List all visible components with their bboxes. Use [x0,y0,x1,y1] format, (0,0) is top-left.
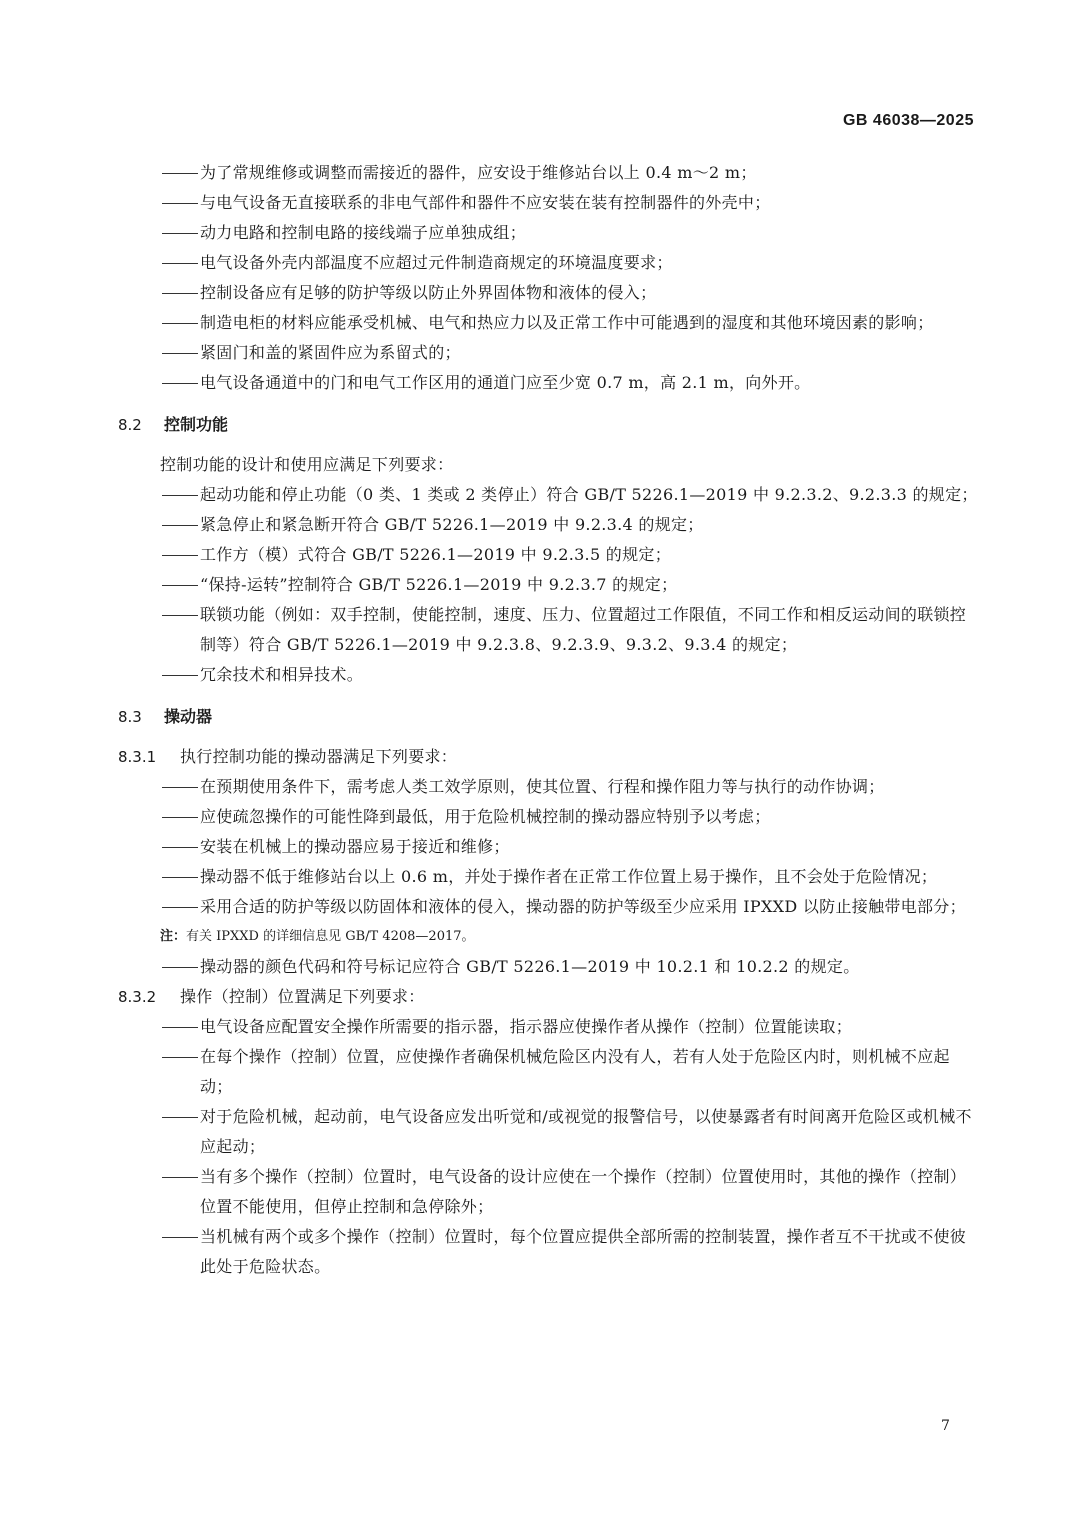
list-item: 控制设备应有足够的防护等级以防止外界固体物和液体的侵入； [118,278,978,308]
list-item: 工作方（模）式符合 GB/T 5226.1—2019 中 9.2.3.5 的规定； [118,540,978,570]
list-item: 紧急停止和紧急断开符合 GB/T 5226.1—2019 中 9.2.3.4 的规定； [118,510,978,540]
dash-marker [160,1162,200,1222]
dash-marker [160,1042,200,1102]
dash-marker [160,368,200,398]
list-item: 应使疏忽操作的可能性降到最低，用于危险机械控制的操动器应特别予以考虑； [118,802,978,832]
dash-marker [160,480,200,510]
dash-marker [160,570,200,600]
control-position-list [118,1012,978,1282]
dash-marker [160,540,200,570]
requirements-list-top [118,158,978,398]
section-heading-8-2 [118,410,978,440]
list-item: 对于危险机械，起动前，电气设备应发出听觉和/或视觉的报警信号，以使暴露者有时间离开危险区或机械不应起动； [118,1102,978,1162]
list-item: 操动器的颜色代码和符号标记应符合 GB/T 5226.1—2019 中 10.2.1 和 10.2.2 的规定。 [118,952,978,982]
section-number: 8.2 [118,416,142,434]
note [118,922,978,952]
subsection-intro: 执行控制功能的操动器满足下列要求： [180,747,458,766]
list-item: 当有多个操作（控制）位置时，电气设备的设计应使在一个操作（控制）位置使用时，其他的操作（控制）位置不能使用，但停止控制和急停除外； [118,1162,978,1222]
list-item: 在每个操作（控制）位置，应使操作者确保机械危险区内没有人，若有人处于危险区内时，则机械不应起动； [118,1042,978,1102]
dash-marker [160,802,200,832]
dash-marker [160,188,200,218]
section-number: 8.3 [118,708,142,726]
list-item: 电气设备外壳内部温度不应超过元件制造商规定的环境温度要求； [118,248,978,278]
dash-marker [160,832,200,862]
dash-marker [160,862,200,892]
dash-marker [160,772,200,802]
subsection-number: 8.3.1 [118,748,157,766]
dash-marker [160,600,200,660]
note-label: 注： [160,929,187,944]
dash-marker [160,338,200,368]
dash-marker [160,510,200,540]
dash-marker [160,158,200,188]
section-title: 操动器 [164,707,213,726]
section-title: 控制功能 [164,415,229,434]
list-item: 联锁功能（例如：双手控制，使能控制，速度、压力、位置超过工作限值，不同工作和相反运动间的联锁控制等）符合 GB/T 5226.1—2019 中 9.2.3.8、9.2.3.9、9.3.2、9.3.4 的规定； [118,600,978,660]
list-item: 安装在机械上的操动器应易于接近和维修； [118,832,978,862]
dash-marker [160,218,200,248]
dash-marker [160,660,200,690]
list-item: “保持-运转”控制符合 GB/T 5226.1—2019 中 9.2.3.7 的规定； [118,570,978,600]
page-body [118,158,978,1282]
section-heading-8-3 [118,702,978,732]
page-number: 7 [941,1418,950,1434]
subsection-intro: 操作（控制）位置满足下列要求： [180,987,425,1006]
list-item: 起动功能和停止功能（0 类、1 类或 2 类停止）符合 GB/T 5226.1—2019 中 9.2.3.2、9.2.3.3 的规定； [118,480,978,510]
list-item: 制造电柜的材料应能承受机械、电气和热应力以及正常工作中可能遇到的湿度和其他环境因素的影响； [118,308,978,338]
dash-marker [160,1222,200,1282]
dash-marker [160,952,200,982]
section-intro: 控制功能的设计和使用应满足下列要求： [160,455,454,474]
subsection-8-3-1 [118,742,978,772]
list-item: 当机械有两个或多个操作（控制）位置时，每个位置应提供全部所需的控制装置，操作者互不干扰或不使彼此处于危险状态。 [118,1222,978,1282]
dash-marker [160,248,200,278]
list-item: 采用合适的防护等级以防固体和液体的侵入，操动器的防护等级至少应采用 IPXXD 以防止接触带电部分； [118,892,978,922]
list-item: 冗余技术和相异技术。 [118,660,978,690]
document-id-header: GB 46038—2025 [842,112,974,129]
list-item: 为了常规维修或调整而需接近的器件，应安设于维修站台以上 0.4 m～2 m； [118,158,978,188]
dash-marker [160,1012,200,1042]
list-item: 电气设备通道中的门和电气工作区用的通道门应至少宽 0.7 m，高 2.1 m，向外开。 [118,368,978,398]
dash-marker [160,308,200,338]
list-item: 与电气设备无直接联系的非电气部件和器件不应安装在装有控制器件的外壳中； [118,188,978,218]
dash-marker [160,278,200,308]
list-item: 紧固门和盖的紧固件应为系留式的； [118,338,978,368]
dash-marker [160,892,200,922]
list-item: 动力电路和控制电路的接线端子应单独成组； [118,218,978,248]
actuator-requirements-list [118,772,978,922]
list-item: 操动器不低于维修站台以上 0.6 m，并处于操作者在正常工作位置上易于操作，且不会处于危险情况； [118,862,978,892]
note-text: 有关 IPXXD 的详细信息见 GB/T 4208—2017。 [186,929,475,944]
subsection-number: 8.3.2 [118,988,157,1006]
subsection-8-3-2 [118,982,978,1012]
list-item: 在预期使用条件下，需考虑人类工效学原则，使其位置、行程和操作阻力等与执行的动作协调； [118,772,978,802]
list-item: 电气设备应配置安全操作所需要的指示器，指示器应使操作者从操作（控制）位置能读取； [118,1012,978,1042]
dash-marker [160,1102,200,1162]
control-function-list [118,480,978,690]
